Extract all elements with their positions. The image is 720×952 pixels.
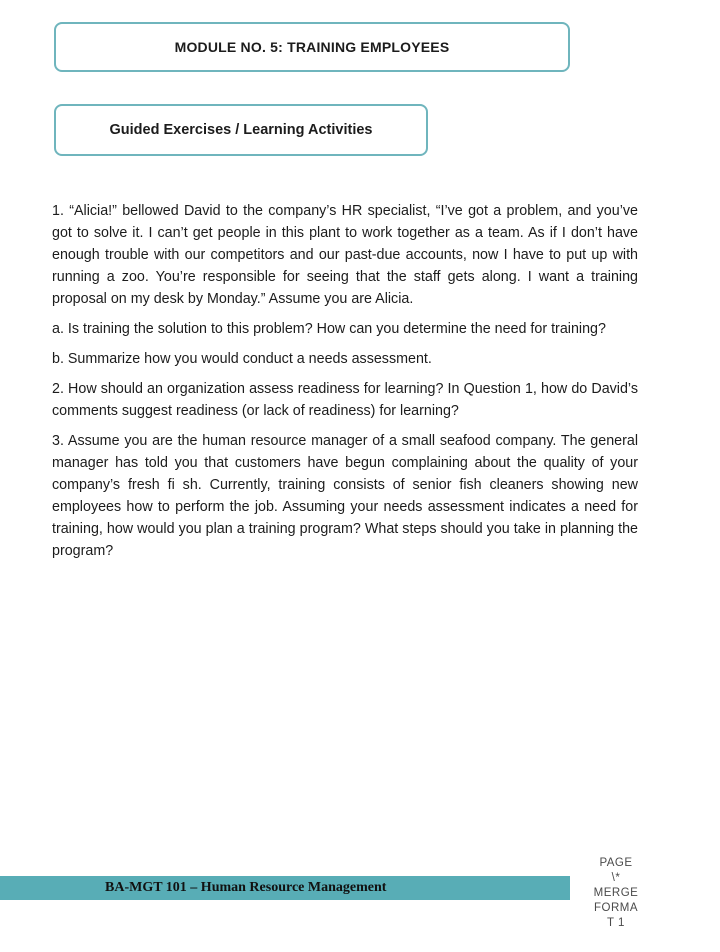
section-title: Guided Exercises / Learning Activities	[109, 122, 373, 138]
page-field-line: FORMA	[593, 902, 639, 914]
paragraph-question-1: 1. “Alicia!” bellowed David to the company’s HR specialist, “I’ve got a problem, and you’ve got to solve it. I can’t get people in this plant to work together as a team. As if I don’t have enough trouble with our competitors and our past-due accounts, now I have to put up with running a zoo. You’re responsible for seeing that the staff gets along. I want a training proposal on my desk by Monday.” Assume you are Alicia.	[52, 203, 638, 307]
exercise-content	[52, 200, 638, 570]
module-title: MODULE NO. 5: TRAINING EMPLOYEES	[174, 39, 450, 55]
page-field-line: MERGE	[593, 887, 639, 899]
paragraph-question-2: 2. How should an organization assess readiness for learning? In Question 1, how do David’s comments suggest readiness (or lack of readiness) for learning?	[52, 381, 638, 419]
paragraph-question-1b: b. Summarize how you would conduct a needs assessment.	[52, 351, 432, 367]
section-title-box	[54, 104, 428, 156]
page-number-field	[574, 856, 658, 931]
footer-course-title: BA-MGT 101 – Human Resource Management	[105, 880, 387, 895]
paragraph-question-1a: a. Is training the solution to this problem? How can you determine the need for training?	[52, 321, 606, 337]
page-field-line: \*	[611, 872, 621, 884]
paragraph-question-3: 3. Assume you are the human resource manager of a small seafood company. The general manager has told you that customers have begun complaining about the quality of your company’s fresh fi sh. Currently, training consists of senior fish cleaners showing new employees how to perform the job. Assuming your needs assessment indicates a need for training, how would you plan a training program? What steps should you take in planning the program?	[52, 433, 638, 559]
page-field-line: PAGE	[599, 857, 633, 869]
page-field-line: T 1	[607, 917, 625, 929]
module-title-box	[54, 22, 570, 72]
